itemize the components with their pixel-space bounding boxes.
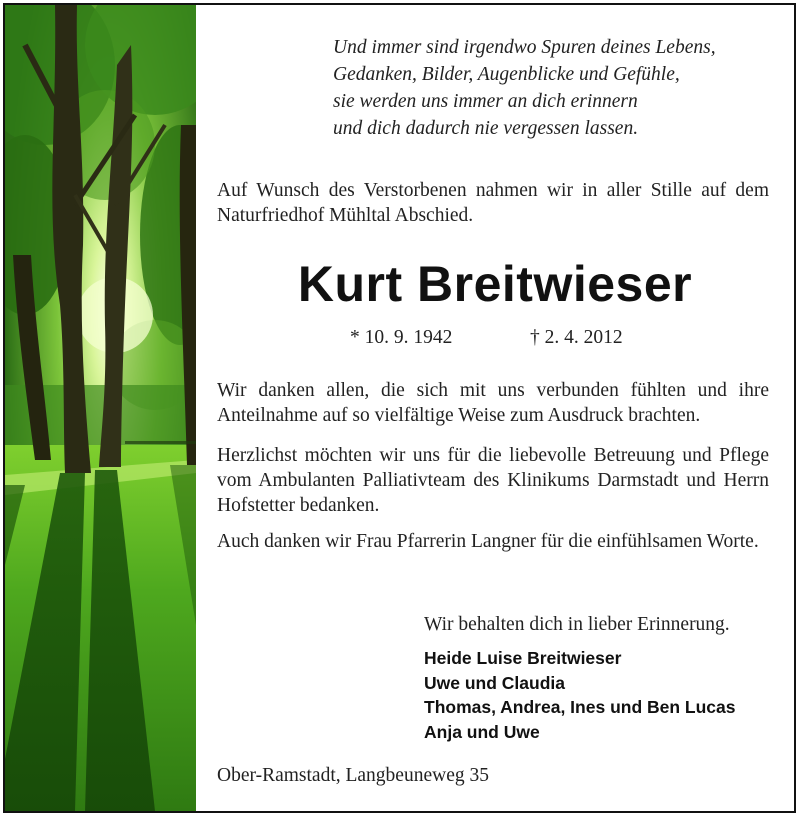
memorial-poem [333,34,783,142]
address-line: Ober-Ramstadt, Langbeuneweg 35 [217,765,489,786]
poem-line: sie werden uns immer an dich erinnern [333,91,638,112]
mourner-name: Anja und Uwe [424,721,540,742]
poem-line: Und immer sind irgendwo Spuren deines Lebens, [333,37,716,58]
death-date: † 2. 4. 2012 [530,327,623,348]
intro-text: Auf Wunsch des Verstorbenen nahmen wir in aller Stille auf dem Naturfriedhof Mühltal Abschied. [217,180,769,226]
forest-photo [5,5,196,811]
obituary-content [196,5,794,811]
obituary-frame [3,3,796,813]
thanks-paragraph: Herzlichst möchten wir uns für die liebevolle Betreuung und Pflege vom Ambulanten Palliativteam des Klinikums Darmstadt und Herrn Hofstetter bedanken. [217,445,769,516]
closing-line: Wir behalten dich in lieber Erinnerung. [424,614,730,635]
deceased-name: Kurt Breitwieser [297,256,693,312]
mourner-name: Heide Luise Breitwieser [424,648,622,668]
mourner-name: Uwe und Claudia [424,672,565,693]
mourners-list [424,646,736,744]
poem-line: Gedanken, Bilder, Augenblicke und Gefühle, [333,64,680,85]
birth-date: * 10. 9. 1942 [350,327,453,348]
thanks-paragraph: Auch danken wir Frau Pfarrerin Langner für die einfühlsamen Worte. [217,531,759,552]
mourner-name: Thomas, Andrea, Ines und Ben Lucas [424,697,736,717]
poem-line: und dich dadurch nie vergessen lassen. [333,118,639,139]
thanks-paragraph: Wir danken allen, die sich mit uns verbunden fühlten und ihre Anteilnahme auf so vielfältige Weise zum Ausdruck brachten. [217,380,769,426]
